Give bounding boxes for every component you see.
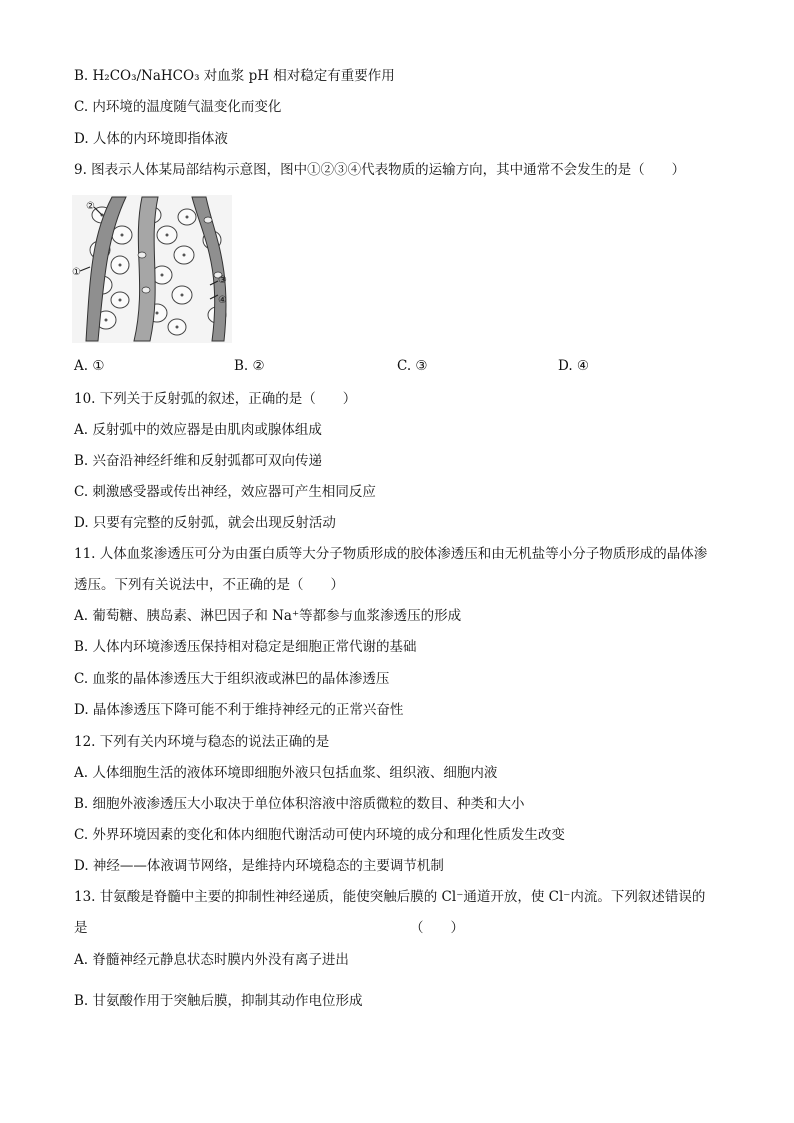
- option-13b: B. 甘氨酸作用于突触后膜，抑制其动作电位形成: [74, 993, 363, 1009]
- option-9d: D. ④: [558, 358, 590, 374]
- tissue-diagram: [72, 195, 232, 343]
- option-11b: B. 人体内环境渗透压保持相对稳定是细胞正常代谢的基础: [74, 639, 417, 655]
- figure-label-2: ②: [86, 201, 95, 212]
- option-10a: A. 反射弧中的效应器是由肌肉或腺体组成: [74, 422, 322, 438]
- figure-label-4: ④: [218, 295, 227, 306]
- figure-label-1: ①: [72, 267, 81, 278]
- question-9-options: [74, 358, 720, 378]
- question-10: 10. 下列关于反射弧的叙述，正确的是（ ）: [74, 391, 357, 407]
- option-8d: D. 人体的内环境即指体液: [74, 131, 228, 147]
- option-12b: B. 细胞外液渗透压大小取决于单位体积溶液中溶质微粒的数目、种类和大小: [74, 796, 525, 812]
- option-13a: A. 脊髓神经元静息状态时膜内外没有离子进出: [74, 952, 349, 968]
- option-12a: A. 人体细胞生活的液体环境即细胞外液只包括血浆、组织液、细胞内液: [74, 765, 498, 781]
- option-12c: C. 外界环境因素的变化和体内细胞代谢活动可使内环境的成分和理化性质发生改变: [74, 827, 565, 843]
- question-11: 11. 人体血浆渗透压可分为由蛋白质等大分子物质形成的胶体渗透压和由无机盐等小分子物质形成的晶体渗透压。下列有关说法中，不正确的是（ ）: [74, 546, 708, 593]
- option-8b: B. H₂CO₃/NaHCO₃ 对血浆 pH 相对稳定有重要作用: [74, 68, 395, 84]
- option-8c: C. 内环境的温度随气温变化而变化: [74, 99, 282, 115]
- question-13-tail: 是: [74, 920, 88, 936]
- option-9b: B. ②: [234, 358, 265, 374]
- option-9a: A. ①: [74, 358, 105, 374]
- figure-label-3: ③: [218, 275, 227, 286]
- option-11c: C. 血浆的晶体渗透压大于组织液或淋巴的晶体渗透压: [74, 671, 390, 687]
- option-9c: C. ③: [397, 358, 428, 374]
- question-13-line2: [74, 919, 464, 937]
- option-10b: B. 兴奋沿神经纤维和反射弧都可双向传递: [74, 453, 323, 469]
- answer-parentheses: （ ）: [410, 920, 464, 936]
- option-12d: D. 神经——体液调节网络，是维持内环境稳态的主要调节机制: [74, 858, 444, 874]
- option-10d: D. 只要有完整的反射弧，就会出现反射活动: [74, 515, 336, 531]
- question-13-line1: 13. 甘氨酸是脊髓中主要的抑制性神经递质，能使突触后膜的 Cl⁻通道开放，使 Cl⁻内流。下列叙述错误的: [74, 889, 706, 905]
- option-10c: C. 刺激感受器或传出神经，效应器可产生相同反应: [74, 484, 376, 500]
- option-11a: A. 葡萄糖、胰岛素、淋巴因子和 Na⁺等都参与血浆渗透压的形成: [74, 608, 462, 624]
- option-11d: D. 晶体渗透压下降可能不利于维持神经元的正常兴奋性: [74, 702, 404, 718]
- question-9: 9. 图表示人体某局部结构示意图，图中①②③④代表物质的运输方向，其中通常不会发生的是（ ）: [74, 162, 686, 178]
- question-12: 12. 下列有关内环境与稳态的说法正确的是: [74, 734, 330, 750]
